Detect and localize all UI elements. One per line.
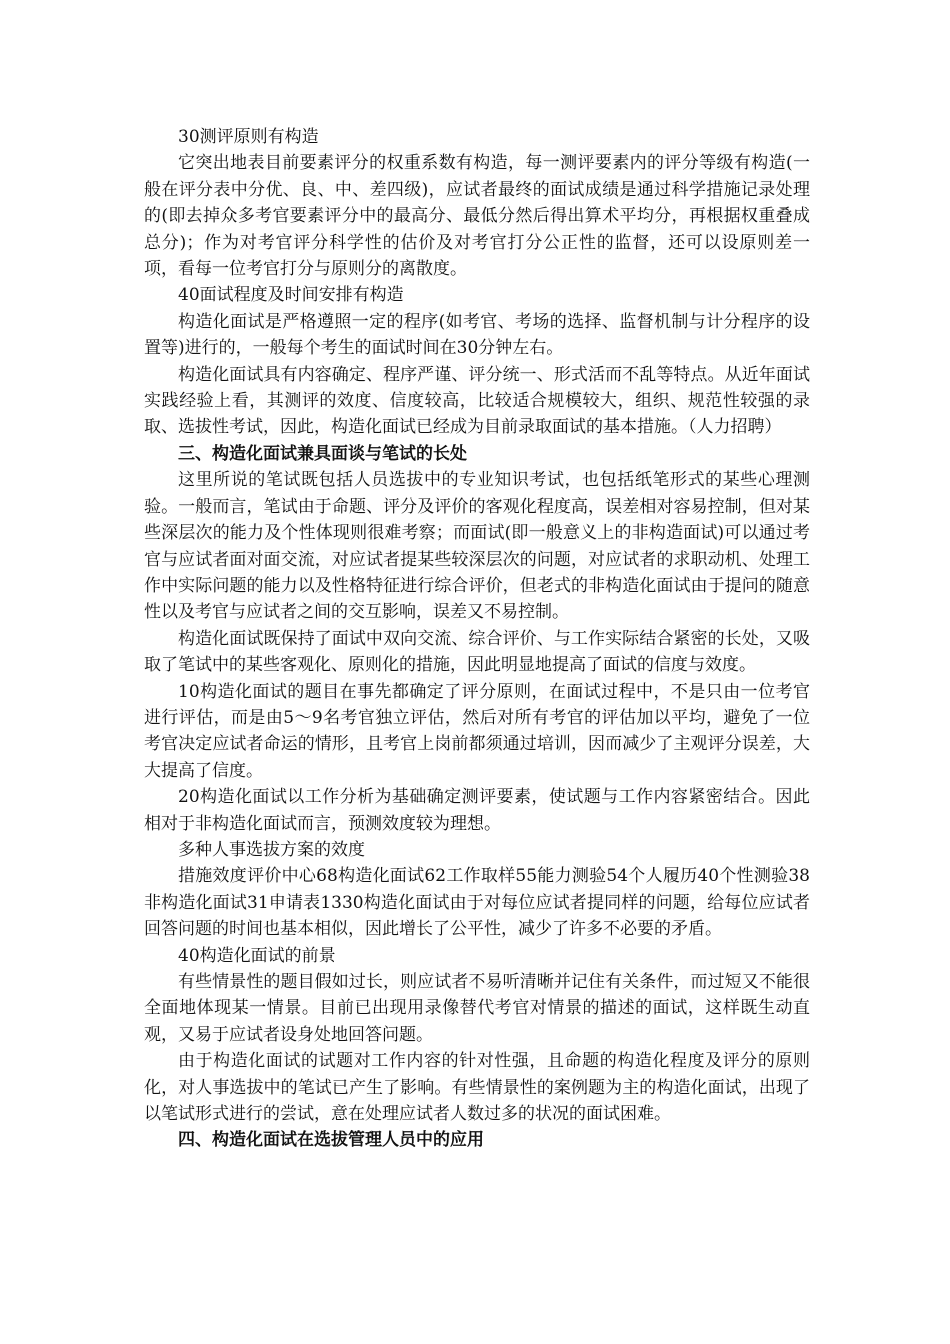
paragraph: 这里所说的笔试既包括人员选拔中的专业知识考试，也包括纸笔形式的某些心理测验。一般而言，笔试由于命题、评分及评价的客观化程度高，误差相对容易控制，但对某些深层次的能力及个性体现则很难考察；而面试(即一般意义上的非构造面试)可以通过考官与应试者面对面交流，对应试者提某些较深层次的问题，对应试者的求职动机、处理工作中实际问题的能力以及性格特征进行综合评价，但老式的非构造化面试由于提问的随意性以及考官与应试者之间的交互影响，误差又不易控制。 <box>144 470 810 623</box>
paragraph: 20构造化面试以工作分析为基础确定测评要素，使试题与工作内容紧密结合。因此相对于非构造化面试而言，预测效度较为理想。 <box>144 787 810 834</box>
paragraph: 10构造化面试的题目在事先都确定了评分原则，在面试过程中，不是只由一位考官进行评估，而是由5～9名考官独立评估，然后对所有考官的评估加以平均，避免了一位考官决定应试者命运的情形，且考官上岗前都须通过培训，因而减少了主观评分误差，大大提高了信度。 <box>144 681 810 781</box>
paragraph: 由于构造化面试的试题对工作内容的针对性强，且命题的构造化程度及评分的原则化，对人事选拔中的笔试已产生了影响。有些情景性的案例题为主的构造化面试，出现了以笔试形式进行的尝试，意在处理应试者人数过多的状况的面试困难。 <box>144 1051 810 1125</box>
paragraph: 措施效度评价中心68构造化面试62工作取样55能力测验54个人履历40个性测验38非构造化面试31申请表1330构造化面试由于对每位应试者提同样的问题，给每位应试者回答问题的时间也基本相似，因此增长了公平性，减少了许多不必要的矛盾。 <box>144 866 810 940</box>
document-body <box>144 124 810 1154</box>
paragraph: 构造化面试具有内容确定、程序严谨、评分统一、形式活而不乱等特点。从近年面试实践经验上看，其测评的效度、信度较高，比较适合规模较大，组织、规范性较强的录取、选拔性考试，因此，构造化面试已经成为目前录取面试的基本措施。（人力招聘） <box>144 364 810 438</box>
section-heading-3: 三、构造化面试兼具面谈与笔试的长处 <box>178 443 467 464</box>
paragraph: 有些情景性的题目假如过长，则应试者不易听清晰并记住有关条件，而过短又不能很全面地体现某一情景。目前已出现用录像替代考官对情景的描述的面试，这样既生动直观，又易于应试者设身处地回答问题。 <box>144 972 810 1045</box>
section-heading-4: 四、构造化面试在选拔管理人员中的应用 <box>178 1130 484 1151</box>
subheading-interview-procedure: 40面试程度及时间安排有构造 <box>178 285 404 306</box>
subheading-selection-validity: 多种人事选拔方案的效度 <box>178 839 365 860</box>
paragraph: 构造化面试是严格遵照一定的程序(如考官、考场的选择、监督机制与计分程序的设置等)进行的，一般每个考生的面试时间在30分钟左右。 <box>144 311 810 359</box>
subheading-scoring-principle: 30测评原则有构造 <box>178 127 319 147</box>
subheading-prospects: 40构造化面试的前景 <box>178 945 336 966</box>
paragraph: 构造化面试既保持了面试中双向交流、综合评价、与工作实际结合紧密的长处，又吸取了笔试中的某些客观化、原则化的措施，因此明显地提高了面试的信度与效度。 <box>144 628 810 676</box>
paragraph: 它突出地表目前要素评分的权重系数有构造，每一测评要素内的评分等级有构造(一般在评分表中分优、良、中、差四级)，应试者最终的面试成绩是通过科学措施记录处理的(即去掉众多考官要素评分中的最高分、最低分然后得出算术平均分，再根据权重叠成总分)；作为对考官评分科学性的估价及对考官打分公正性的监督，还可以设原则差一项，看每一位考官打分与原则分的离散度。 <box>144 153 810 280</box>
